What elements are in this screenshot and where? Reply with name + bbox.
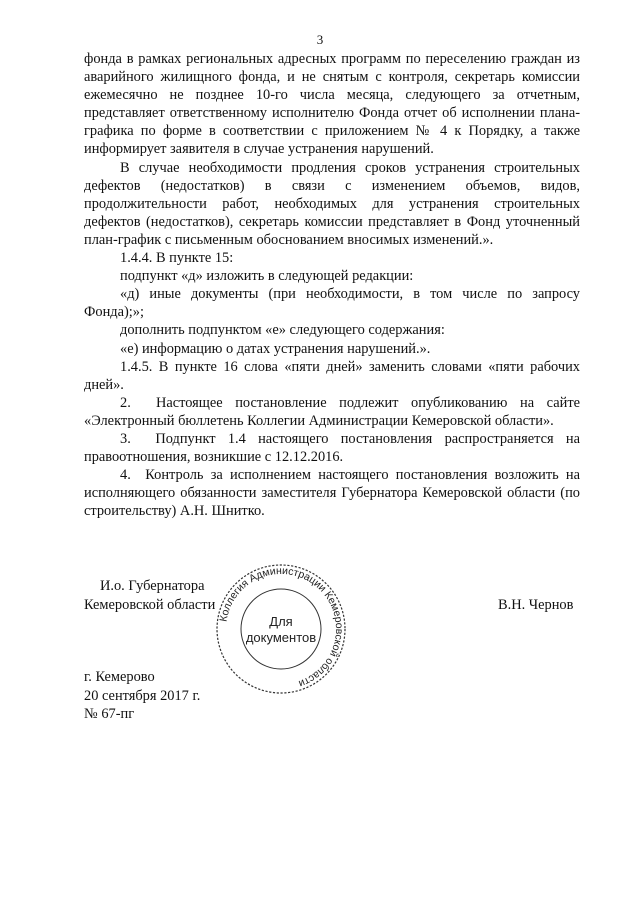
- paragraph-1-4-4: 1.4.4. В пункте 15:: [120, 250, 234, 267]
- paragraph-subpoint-d: «д) иные документы (при необходимости, в том числе по запросу Фонда);»;: [84, 286, 580, 321]
- signatory-name: В.Н. Чернов: [498, 597, 574, 613]
- signature-title-line2: Кемеровской области: [84, 596, 216, 613]
- document-body: [84, 50, 580, 520]
- paragraph-subpoint-e-intro: дополнить подпунктом «е» следующего содержания:: [120, 322, 445, 339]
- stamp-ring-text: Коллегия Администрации Кемеровской области: [217, 564, 346, 690]
- signature-title: [84, 577, 215, 614]
- footer-number: № 67-пг: [84, 706, 135, 722]
- document-stamp: [214, 562, 348, 696]
- paragraph-1-4-5: 1.4.5. В пункте 16 слова «пяти дней» заменить словами «пяти рабочих дней».: [84, 358, 580, 393]
- footer-date: 20 сентября 2017 г.: [84, 687, 201, 704]
- stamp-graphic: [214, 562, 348, 696]
- footer-city: г. Кемерово: [84, 669, 155, 685]
- paragraph-subpoint-e: «е) информацию о датах устранения нарушений.».: [120, 340, 431, 357]
- paragraph-2: 2. Настоящее постановление подлежит опубликованию на сайте «Электронный бюллетень Коллегии Администрации Кемеровской области».: [84, 394, 580, 429]
- page-number: 3: [316, 32, 324, 47]
- paragraph-extension: В случае необходимости продления сроков устранения строительных дефектов (недостатков) в связи с изменением объемов, видов, продолжительности работ, необходимых для устранения строительных дефектов (недостатков), секретарь комиссии представляет в Фонд уточненный план-график с письменным обоснованием вносимых изменений.».: [84, 159, 580, 248]
- stamp-center-line1: Для: [269, 614, 293, 629]
- signature-title-line1: И.о. Губернатора: [100, 578, 205, 594]
- paragraph-subpoint-d-intro: подпункт «д» изложить в следующей редакции:: [120, 268, 414, 285]
- paragraph-4: 4. Контроль за исполнением настоящего постановления возложить на исполняющего обязанности заместителя Губернатора Кемеровской области (по строительству) А.Н. Шнитко.: [84, 467, 580, 520]
- stamp-center-line2: документов: [245, 630, 317, 645]
- paragraph-3: 3. Подпункт 1.4 настоящего постановления распространяется на правоотношения, возникшие с 12.12.2016.: [84, 430, 580, 466]
- paragraph-continuation: фонда в рамках региональных адресных программ по переселению граждан из аварийного жилищного фонда, и не снятым с контроля, секретарь комиссии ежемесячно не позднее 10-го числа месяца, следующего за отчетным, представляет ответственному исполнителю Фонда отчет об исполнении плана-графика по форме в соответствии с приложением № 4 к Порядку, а также информирует заявителя в случае устранения нарушений.: [84, 51, 580, 158]
- document-footer: [84, 668, 200, 724]
